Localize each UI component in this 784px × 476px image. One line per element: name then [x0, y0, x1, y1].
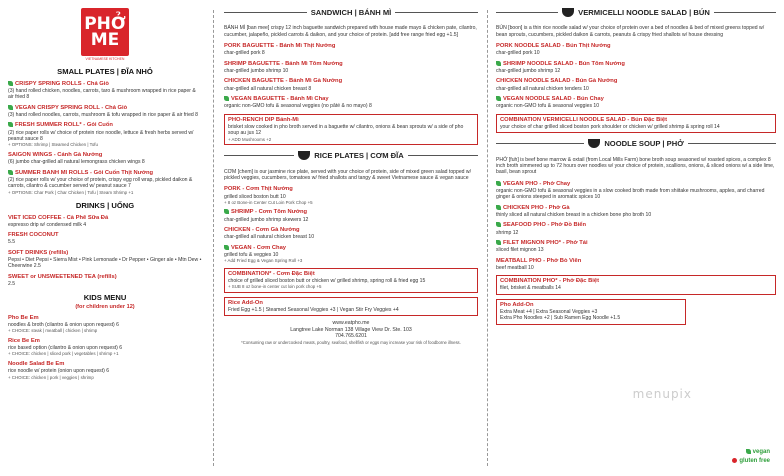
left-column — [0, 0, 212, 476]
menu-item — [224, 209, 478, 223]
menu-item-desc: (2) rice paper rolls w/ your choice of protein, crispy egg roll wrap, pickled daikon & carrots, cilantro & cucumber served w/ peanut sauce 7 — [8, 176, 193, 190]
pho-rench-dip-box — [224, 114, 478, 145]
menu-item — [224, 43, 478, 57]
menu-item-desc: 5.5 — [8, 239, 16, 246]
menu-item-name — [224, 245, 478, 252]
menu-item-desc: char-grilled all natural chicken tenders 10 — [496, 85, 589, 92]
menu-item-name-text: Noodle Salad Be Em — [8, 360, 65, 367]
menu-item-name — [496, 205, 776, 212]
logo-subtitle: VIETNAMESE KITCHEN — [85, 57, 125, 61]
soup-title: NOODLE SOUP | PHỞ — [604, 139, 684, 149]
noodle-bowl-icon — [562, 8, 574, 17]
leaf-icon — [496, 205, 501, 210]
vermicelli-list — [496, 43, 776, 109]
menu-item-name — [224, 61, 478, 68]
menu-item — [496, 240, 776, 254]
menu-item-desc: organic non-GMO tofu & seasonal veggies 10 — [496, 103, 600, 110]
logo-line-2: ME — [90, 30, 120, 50]
right-column — [490, 0, 784, 476]
menu-item-desc: thinly sliced all natural chicken breast in a chicken bone pho broth 10 — [496, 212, 652, 219]
menu-item-desc: Extra Pho Noodles +2 | Sub Ramen Egg Noodle +1.5 — [500, 315, 621, 322]
rice-list — [224, 186, 478, 263]
menu-item-name — [496, 61, 776, 68]
menu-item-note: + CHOICE: chicken | sliced pork | vegetables | shrimp +1 — [8, 351, 119, 357]
menu-item — [496, 43, 776, 57]
kids-menu-subtitle: (for children under 12) — [75, 303, 135, 310]
menu-item — [496, 258, 776, 272]
sandwich-intro: BÁNH MÌ [ban mee] crispy 12 inch baguette sandwich prepared with house made mayo & chicken pate, cilantro, cucumber, jalapeño, pickled carrots & daikon, and your choice of protein. [add free range fried egg +1.5] — [224, 25, 477, 38]
menu-item-name-text: FRESH SUMMER ROLL* - Gỏi Cuốn — [15, 122, 113, 129]
menu-item — [8, 215, 202, 229]
soup-intro: PHỞ [fuh] is beef bone marrow & oxtail (from Local Mills Farm) bone broth soup seasoned w/ roasted spices, a complex 8 inch broth simmered up to 72 hours over noodles w/ your choice of protein, scallions, onions, & sliced onions w/ a side lime, basil, bean sprout — [496, 156, 775, 176]
menu-item-desc: char-grilled pork 8 — [224, 50, 265, 57]
menu-item — [224, 96, 478, 110]
menu-item — [496, 222, 776, 236]
rice-addon-box — [224, 297, 478, 317]
menu-item-name-text: SHRIMP - Cơm Tôm Nướng — [231, 209, 308, 216]
sandwich-list — [224, 43, 478, 109]
menu-item-name — [8, 152, 202, 159]
rice-banner — [224, 151, 478, 160]
menu-item-name-text: FILET MIGNON PHO* - Phở Tái — [503, 240, 588, 247]
menu-item-name — [8, 215, 202, 222]
menu-item-name: Rice Add-On — [228, 299, 263, 306]
menu-item-name — [224, 43, 478, 50]
menu-item-note: + CHOICE: steak | meatball | chicken | shrimp — [8, 328, 98, 334]
menu-item-desc: char-grilled all natural chicken breast 10 — [224, 234, 315, 241]
menu-item-desc: choice of grilled sliced boston butt or chicken w/ grilled shrimp, spring roll & fried egg 15 — [228, 277, 426, 284]
middle-column — [216, 0, 484, 476]
menu-item-name-text: SOFT DRINKS (refills) — [8, 249, 69, 256]
leaf-icon — [8, 105, 13, 110]
legend-vegan-label: vegan — [752, 448, 770, 455]
menu-item-desc: rice noodle w/ protein (onion upon request) 6 — [8, 368, 110, 375]
menu-item-desc: char-grilled all natural chicken breast 8 — [224, 85, 312, 92]
leaf-icon — [496, 61, 501, 66]
drinks-list — [8, 215, 202, 288]
menu-item-note: + OPTIONS: Char Pork | Char Chicken | Tofu | Steam Shrimp +1 — [8, 189, 134, 195]
leaf-icon — [224, 96, 229, 101]
menu-item-name-text: PORK BAGUETTE - Bánh Mì Thịt Nướng — [224, 43, 336, 50]
menu-item-name — [8, 250, 202, 257]
menu-item-desc: espresso drip w/ condensed milk 4 — [8, 221, 87, 228]
menu-item-desc: Fried Egg +1.5 | Steamed Seasonal Veggies +3 | Vegan Stir Fry Veggies +4 — [228, 307, 399, 314]
legend-gluten-label: gluten free — [739, 458, 770, 465]
menu-item-name — [8, 81, 202, 88]
menu-item — [224, 245, 478, 264]
phone[interactable]: 704.765.6201 — [335, 333, 367, 340]
menu-item-desc: brisket slow cooked in pho broth served in a baguette w/ cilantro, onions & bean sprouts w/ a side of pho soup au jus 12 — [228, 123, 464, 137]
menu-item-name-text: VEGAN CRISPY SPRING ROLL - Chả Giò — [15, 104, 128, 111]
sandwich-title: SANDWICH | BÁNH MÌ — [310, 8, 392, 17]
vermicelli-combination-box — [496, 114, 776, 134]
menu-item-name-text: CHICKEN - Cơm Gà Nướng — [224, 226, 300, 233]
menu-item-note: + 8 oz Bone-in Center Cut Loin Pork Chop +5 — [224, 199, 313, 205]
leaf-icon — [8, 81, 13, 86]
menu-item-name: PHO-RENCH DIP Bánh-Mì — [228, 116, 299, 123]
menu-item-name — [496, 78, 776, 85]
menu-item-desc: (3) hand rolled chicken, noodles, carrots, taro & mushroom wrapped in rice paper & air fried 8 — [8, 88, 196, 101]
menu-item-name — [8, 361, 202, 368]
menu-item-name: COMBINATION VERMICELLI NOODLE SALAD - Bún Đặc Biệt — [500, 116, 668, 123]
menu-item-name-text: SEAFOOD PHO - Phở Đồ Biển — [503, 222, 587, 229]
menu-item-note: + CHOICE: chicken | pork | veggies | shrimp — [8, 374, 94, 380]
menu-item-name — [496, 43, 776, 50]
restaurant-footer — [224, 320, 478, 345]
menu-item — [224, 78, 478, 92]
menu-item-name-text: CHICKEN NOODLE SALAD - Bún Gà Nướng — [496, 78, 618, 85]
menu-item-name-text: CHICKEN BAGUETTE - Bánh Mì Gà Nướng — [224, 78, 343, 85]
sandwich-banner — [224, 8, 478, 17]
menu-item-desc: filet, brisket & meatballs 14 — [500, 285, 561, 292]
menu-item — [8, 170, 202, 195]
menu-item — [496, 205, 776, 219]
menu-item-desc: char-grilled pork 10 — [496, 50, 540, 57]
menu-item-name-text: FRESH COCONUT — [8, 232, 59, 239]
menu-item — [8, 250, 202, 270]
menu-item-desc: organic non-GMO tofu & seasonal veggies (no pâté & no mayo) 8 — [224, 103, 372, 110]
menu-item — [8, 361, 202, 380]
drinks-title: DRINKS | UỐNG — [75, 201, 135, 211]
menu-item — [8, 122, 202, 147]
menu-item — [224, 227, 478, 241]
rice-title: RICE PLATES | CƠM ĐĨA — [314, 151, 404, 161]
menu-item — [8, 274, 202, 288]
restaurant-logo — [81, 8, 129, 56]
menu-item — [496, 61, 776, 75]
menu-item-name-text: MEATBALL PHO - Phở Bò Viên — [496, 257, 582, 264]
menu-item — [8, 315, 202, 334]
soup-list — [496, 181, 776, 271]
menu-item-name — [224, 96, 478, 103]
menu-item-desc: sliced filet mignon 13 — [496, 247, 544, 254]
small-plates-list — [8, 81, 202, 195]
gluten-free-icon — [732, 458, 737, 463]
kids-menu-title: KIDS MENU — [83, 293, 127, 303]
divider — [487, 10, 488, 466]
legend-gluten-free — [732, 458, 770, 466]
leaf-icon — [8, 170, 13, 175]
menu-item — [8, 232, 202, 246]
disclaimer: *Consuming raw or undercooked meats, poultry, seafood, shellfish or eggs may increase your risk of foodborne illness. — [241, 339, 461, 345]
menu-item — [496, 78, 776, 92]
menu-item-desc: noodles & broth (cilantro & onion upon request) 6 — [8, 321, 120, 328]
menu-item-note: + Add Fried Egg & Vegan Spring Roll +3 — [224, 258, 303, 264]
vermicelli-intro: BÚN [boon] is a thin rice noodle salad w/ your choice of protein over a bed of noodles & bed of mixed greens topped w/ bean sprouts, cucumbers, pickled daikon & carrots, peanuts & crispy fried shallots w/ house dressing — [496, 25, 765, 38]
rice-intro: CƠM [chem] is our jasmine rice plate, served with your choice of protein, side of mixed green salad topped w/ pickled veggies, cucumbers, tomatoes w/ fried shallots and tangy & sweet Vietnamese sauce & vegan sauce — [224, 168, 472, 181]
menu-item-name-text: SAIGON WINGS - Cánh Gà Nướng — [8, 151, 103, 158]
menu-item-desc: char-grilled jumbo shrimp 10 — [224, 68, 289, 75]
vermicelli-title: VERMICELLI NOODLE SALAD | BÚN — [578, 8, 710, 17]
divider — [213, 10, 214, 466]
watermark: menupix — [632, 387, 692, 401]
pho-addon-box — [496, 299, 686, 325]
menu-item-desc: 2.5 — [8, 280, 16, 287]
menu-item-name — [8, 105, 202, 112]
menu-item-desc: rice based option (cilantro & onion upon request) 6 — [8, 345, 123, 352]
rice-bowl-icon — [298, 151, 310, 160]
menu-item-name — [8, 274, 202, 281]
menu-item-name: COMBINATION* - Cơm Đặc Biệt — [228, 270, 315, 277]
vermicelli-banner — [496, 8, 776, 17]
leaf-icon — [746, 449, 751, 454]
menu-item-desc: grilled sliced boston butt 10 — [224, 193, 286, 200]
menu-item — [496, 96, 776, 110]
menu-item-name-text: Rice Be Em — [8, 337, 40, 344]
menu-item-note: + SUB 8 oz bone-in center cut loin pork chop +5 — [228, 284, 322, 290]
menu-item-name: COMBINATION PHO* - Phở Đặc Biệt — [500, 278, 600, 285]
leaf-icon — [224, 245, 229, 250]
menu-item — [8, 338, 202, 357]
menu-item-name — [224, 209, 478, 216]
menu-item-name — [496, 96, 776, 103]
menu-item-name — [8, 232, 202, 239]
legend — [732, 447, 770, 466]
menu-item-name — [224, 227, 478, 234]
menu-item-name-text: SHRIMP NOODLE SALAD - Bún Tôm Nướng — [503, 60, 625, 67]
menu-item-name — [8, 315, 202, 322]
menu-item-desc: char-grilled jumbo shrimp skewers 12 — [224, 216, 309, 223]
menu-item-desc: shrimp 12 — [496, 229, 519, 236]
menu-item-name-text: SUMMER BANH MI ROLLS - Gỏi Cuốn Thịt Nướng — [15, 169, 154, 176]
menu-item-name-text: SHRIMP BAGUETTE - Bánh Mì Tôm Nướng — [224, 60, 343, 67]
soup-banner — [496, 139, 776, 148]
menu-item — [8, 152, 202, 166]
menu-item-name — [496, 240, 776, 247]
menu-item-note: + ADD Mushrooms +2 — [228, 136, 272, 142]
address: Langtree Lake Norman 138 Village View Dr. Ste. 103 — [290, 326, 412, 333]
kids-list — [8, 315, 202, 380]
menu-item-desc: char-grilled jumbo shrimp 12 — [496, 68, 561, 75]
leaf-icon — [496, 240, 501, 245]
menu-item-name — [224, 78, 478, 85]
menu-item-name — [496, 181, 776, 188]
menu-item — [224, 61, 478, 75]
menu-item — [8, 105, 202, 119]
pho-combination-box — [496, 275, 776, 295]
menu-item-desc: (3) hand rolled noodles, carrots, mushroom & tofu wrapped in rice paper & air fried 8 — [8, 112, 198, 119]
menu-item-name-text: VEGAN BAGUETTE - Bánh Mì Chay — [231, 96, 329, 103]
menu-item-name: Pho Add-On — [500, 301, 534, 308]
menu-item-desc: your choice of char grilled sliced boston pork shoulder or chicken w/ grilled shrimp & spring roll 14 — [500, 123, 720, 130]
menu-item-name-text: Pho Be Em — [8, 314, 39, 321]
menu-item-desc: (2) rice paper rolls w/ choice of protein rice noodle, lettuce & fresh herbs served w/ peanut sauce 8 — [8, 129, 194, 143]
menu-item-name-text: CHICKEN PHO - Phở Gà — [503, 204, 570, 211]
menu-item-name — [8, 338, 202, 345]
menu-item-desc: organic non-GMO tofu & seasonal veggies in a slow cooked broth made from shiitake mushrooms, apples, and charred ginger & onions steeped in aromatic spices 10 — [496, 188, 765, 201]
rice-combination-box — [224, 268, 478, 293]
website-link[interactable]: www.eatpho.me — [332, 320, 370, 327]
leaf-icon — [496, 96, 501, 101]
menu-item-desc: Pepsi • Diet Pepsi • Sierra Mist • Pink Lemonade • Dr Pepper • Ginger ale • Mtn Dew • Cheerwine 2.5 — [8, 256, 202, 270]
menu-item — [496, 181, 776, 201]
menu-item — [8, 81, 202, 101]
menu-item-desc: Extra Meat +4 | Extra Seasonal Veggies +3 — [500, 309, 598, 316]
menu-item-desc: grilled tofu & veggies 10 — [224, 251, 279, 258]
menu-item-name-text: VEGAN - Cơm Chay — [231, 244, 287, 251]
menu-item — [224, 186, 478, 205]
small-plates-title: SMALL PLATES | ĐĨA NHỎ — [57, 67, 153, 77]
menu-item-name-text: SWEET or UNSWEETENED TEA (refills) — [8, 273, 117, 280]
leaf-icon — [8, 122, 13, 127]
menu-item-name — [224, 186, 478, 193]
menu-item-name — [496, 258, 776, 265]
menu-item-desc: beef meatball 10 — [496, 264, 534, 271]
menu-item-name-text: PORK - Cơm Thịt Nướng — [224, 186, 293, 193]
menu-item-name — [8, 122, 202, 129]
menu-item-note: + OPTIONS: Shrimp | Steamed Chicken | Tofu — [8, 142, 98, 148]
menu-item-name — [496, 222, 776, 229]
menu-item-name-text: CRISPY SPRING ROLLS - Chả Giò — [15, 80, 109, 87]
leaf-icon — [496, 181, 501, 186]
menu-item-name-text: VIET ICED COFFEE - Cà Phê Sữa Đá — [8, 214, 109, 221]
menu-item-desc: (6) jumbo char-grilled all natural lemongrass chicken wings 8 — [8, 159, 145, 166]
leaf-icon — [224, 209, 229, 214]
legend-vegan — [732, 449, 770, 457]
menu-item-name-text: VEGAN NOODLE SALAD - Bún Chay — [503, 96, 604, 103]
menu-item-name-text: PORK NOODLE SALAD - Bún Thịt Nướng — [496, 43, 611, 50]
logo-line-1: PHỞ — [84, 14, 126, 34]
menu-item-name-text: VEGAN PHO - Phở Chay — [503, 180, 571, 187]
leaf-icon — [496, 222, 501, 227]
soup-bowl-icon — [588, 139, 600, 148]
menu-item-name — [8, 170, 202, 177]
